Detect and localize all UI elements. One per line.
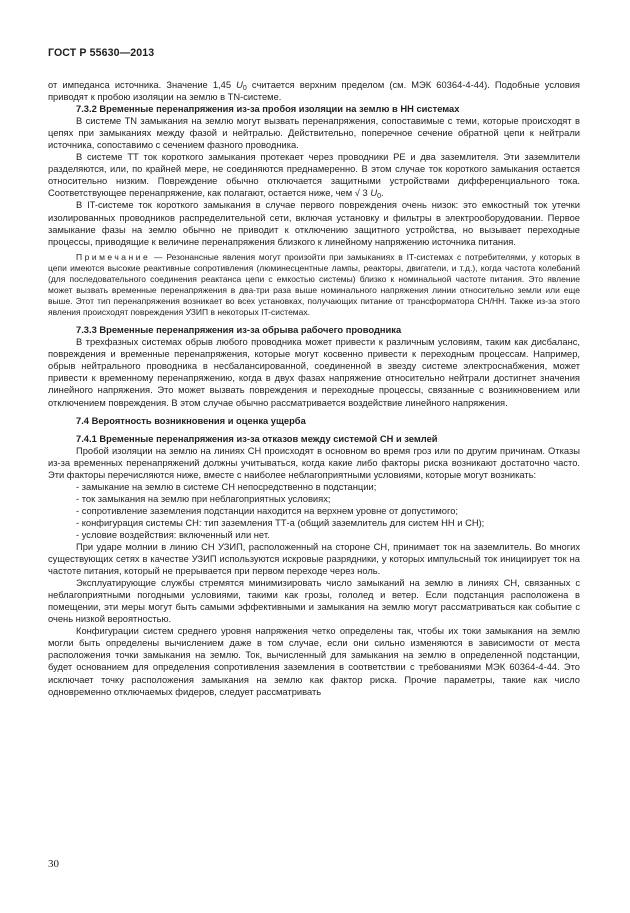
section-heading-7-3-3: 7.3.3 Временные перенапряжения из-за обрыва рабочего проводника (76, 325, 402, 336)
note-label: Примечание (76, 251, 151, 262)
paragraph: В системе ТТ ток короткого замыкания протекает через проводники PE и два заземлителя. Эти заземлители разделяются, или, по крайней мере, не соединяются преднамеренно. В этом случае ток короткого замыкания остается относительно низким. Повреждение обычно отключается защитными устройствами дифференциального тока. Соответствующее перенапряжение, как полагают, остается ниже, чем √ 3 $U_0$. (48, 152, 580, 201)
list-item: - ток замыкания на землю при неблагоприятных условиях; (76, 493, 331, 504)
list-item: - сопротивление заземления подстанции находится на верхнем уровне от допустимого; (76, 505, 458, 516)
paragraph: Конфигурации систем среднего уровня напряжения четко определены так, чтобы их токи замыкания на землю могли быть определены вычислением даже в том случае, если они сильно изменяются в зависимости от места расположения точки замыкания на землю. Ток, вычисленный для замыкания на землю в определенной подстанции, будет основанием для определения сопротивления заземления в соответствии с требованиями МЭК 60364-4-44. Это исключает точку расположения замыкания на землю как фактор риска. Прочие параметры, такие как число одновременно отключаемых фидеров, следует рассматривать (48, 626, 580, 697)
list-item: - замыкание на землю в системе СН непосредственно в подстанции; (76, 481, 377, 492)
section-heading-7-3-2: 7.3.2 Временные перенапряжения из-за пробоя изоляции на землю в НН системах (76, 104, 460, 115)
paragraph: Пробой изоляции на землю на линиях СН происходят в основном во время гроз или по другим причинам. Отказы из-за временных перенапряжений должны учитываться, когда какие либо факторы риска возникают достаточно часто. Эти факторы перечисляются ниже, вместе с наиболее неблагоприятными условиями, которые могут возникать: (48, 445, 580, 480)
paragraph: В трехфазных системах обрыв любого проводника может привести к различным условиям, таким как дисбаланс, повреждения и временные перенапряжения, которые могут косвенно привести к переходным процессам. Например, обрыв нейтрального проводника в несбалансированной, соединенной в звезду системе электроснабжения, может привести к временному перенапряжению, когда в двух фазах напряжение относительно нейтрали достигнет значения линейного напряжения. Это может вызвать повреждения и переходные процессы, связанные с возникновением или отключением повреждения. В этом случае обычно рассматривается воздействие линейного напряжения. (48, 337, 580, 408)
note: Примечание — Резонансные явления могут произойти при замыканиях в IT-системах с потребителями, у которых в цепи имеются высокие реактивные сопротивления (люминесцентные лампы, реакторы, двигатели, и т.д.), когда частота колебаний (для последовательного соединения реактанса цепи с емкостью системы) близко к номинальной частоте питания. Это явление может вызвать временные перенапряжения в два-три раза выше номинального напряжения линии относительно земли или еще выше. Этот тип перенапряжения возникает во всех установках, получающих питание от трансформатора СН/НН. Также из-за этого явления происходят повреждения УЗИП в некоторых IT-системах. (48, 251, 580, 318)
section-heading-7-4-1: 7.4.1 Временные перенапряжения из-за отказов между системой СН и землей (76, 433, 438, 444)
paragraph: В системе TN замыкания на землю могут вызвать перенапряжения, сопоставимые с теми, которые происходят в цепях при замыканиях между фазой и нейтралью. Действительно, поперечное сечение обратной цепи к нейтрали источника, сопоставимо с сечением фазного проводника. (48, 116, 580, 151)
page-number: 30 (48, 858, 59, 870)
page-body (48, 79, 580, 698)
section-heading-7-4: 7.4 Вероятность возникновения и оценка ущерба (76, 415, 306, 426)
paragraph: При ударе молнии в линию СН УЗИП, расположенный на стороне СН, принимает ток на заземлитель. Во многих существующих сетях в качестве УЗИП используются искровые разрядники, у которых импульсный ток инициирует ток на частоте питания, который не прерывается при первом переходе через ноль. (48, 542, 580, 577)
list-item: - конфигурация системы СН: тип заземления ТТ-а (общий заземлитель для систем НН и СН); (76, 517, 485, 528)
paragraph: от импеданса источника. Значение 1,45 $U_0$ считается верхним пределом (см. МЭК 60364-4-44). Подобные условия приводят к пробою изоляции на землю в TN-системе. (48, 80, 580, 103)
standard-header: ГОСТ Р 55630—2013 (48, 47, 155, 59)
paragraph: В IT-системе ток короткого замыкания в случае первого повреждения очень низок: это емкостный ток утечки изолированных проводников распределительной сети, включая установку и фильтры в электрооборудовании. Первое замыкание фазы на землю обычно не приводит к отключению защитного устройства, но вызывает переходные процессы, приводящие к величине перенапряжения близкого к линейному напряжению источника питания. (48, 200, 580, 247)
list-item: - условие воздействия: включенный или нет. (76, 529, 270, 540)
paragraph: Эксплуатирующие службы стремятся минимизировать число замыканий на землю в линиях СН, связанных с неблагоприятными погодными условиями, такими как грозы, гололед и ветер. Если подстанция расположена в помещении, эти меры могут быть самыми эффективными и замыкания на землю могут рассматриваться как событие с очень низкой вероятностью. (48, 578, 580, 625)
